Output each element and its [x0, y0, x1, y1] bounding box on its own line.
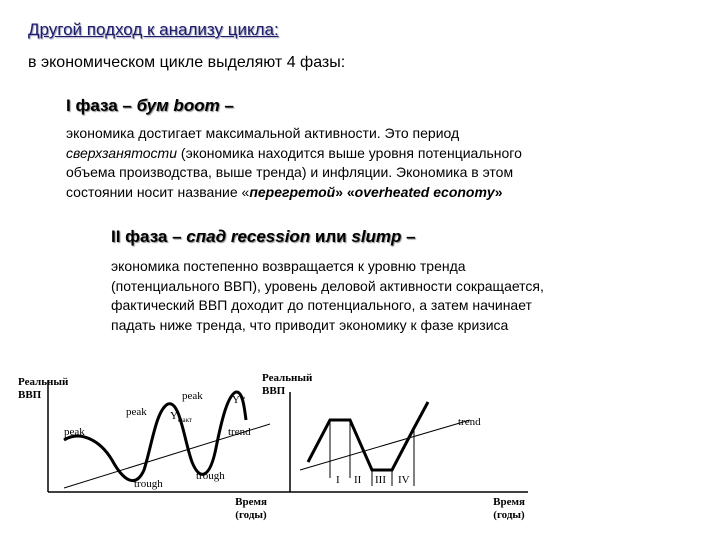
left-trough-label-2: trough: [196, 470, 225, 482]
phase1-heading-term: бум boom: [136, 96, 220, 115]
left-peak-label-2: peak: [126, 406, 147, 418]
phase-label-iv: IV: [398, 474, 410, 486]
right-x-label-line-2: (годы): [493, 509, 525, 521]
left-x-label-line-2: (годы): [235, 509, 267, 521]
slide-title: Другой подход к анализу цикла:: [28, 20, 279, 39]
left-y-fact-label: [170, 410, 192, 424]
left-y-label-line-2: ВВП: [18, 389, 42, 401]
phase1-line-4-start: состоянии носит название «: [66, 183, 250, 200]
phase2-line-3: фактический ВВП доходит до потенциального, а затем начинает: [111, 297, 532, 313]
phase2-heading-suffix: –: [401, 227, 416, 246]
left-y-label-line-1: Реальный: [18, 376, 69, 388]
phase-label-i: I: [336, 474, 340, 486]
phase1-term-overemployment: сверхзанятости: [66, 144, 178, 161]
phase1-line-4-mid: » «: [335, 183, 355, 200]
right-trend-label: trend: [458, 416, 481, 428]
right-y-label-line-1: Реальный: [262, 372, 313, 384]
left-trough-label-1: trough: [134, 478, 163, 490]
right-gdp-zigzag: [308, 402, 428, 470]
left-x-axis-label: [226, 496, 276, 522]
phase2-line-1: экономика постепенно возвращается к уровню тренда: [111, 258, 466, 274]
phase-label-ii: II: [354, 474, 362, 486]
right-y-axis-label: [262, 372, 312, 398]
phase2-line-2: (потенциального ВВП), уровень деловой активности сокращается,: [111, 277, 544, 294]
phase1-term-overheated-ru: перегретой: [249, 183, 336, 200]
phase2-heading-term-1: спад recession: [186, 227, 311, 246]
phase1-line-4-end: »: [494, 183, 503, 200]
left-gdp-curve: [64, 392, 246, 481]
left-x-label-line-1: Время: [235, 496, 267, 508]
right-y-label-line-2: ВВП: [262, 385, 286, 397]
left-y-axis-label: [18, 376, 68, 402]
intro-text: в экономическом цикле выделяют 4 фазы:: [28, 54, 346, 71]
phase2-heading-term-2: slump: [351, 227, 402, 246]
left-y-fact-sub: факт: [177, 416, 192, 425]
phase2-heading-mid: или: [310, 227, 352, 246]
phase1-heading-suffix: –: [219, 96, 234, 115]
phase2-line-4: падать ниже тренда, что приводит экономику к фазе кризиса: [111, 316, 509, 333]
phase2-heading-prefix: II фаза –: [111, 227, 187, 246]
left-y-star-label: Y*: [232, 394, 246, 406]
phase1-heading-prefix: I фаза –: [66, 96, 137, 115]
phase1-line-3: объема производства, выше тренда) и инфляции. Экономика в этом: [66, 164, 514, 180]
left-trend-label: trend: [228, 426, 251, 438]
left-peak-label-3: peak: [64, 426, 85, 438]
left-y-fact-main: Y: [170, 410, 178, 422]
right-x-label-line-1: Время: [493, 496, 525, 508]
phase1-line-1: экономика достигает максимальной активности. Это период: [66, 125, 460, 141]
phase-label-iii: III: [375, 474, 386, 486]
right-x-axis-label: [484, 496, 534, 522]
phase1-line-2-rest: (экономика находится выше уровня потенциального: [177, 144, 522, 161]
left-peak-label-1: peak: [182, 390, 203, 402]
phase1-term-overheated-en: overheated economy: [354, 183, 495, 200]
